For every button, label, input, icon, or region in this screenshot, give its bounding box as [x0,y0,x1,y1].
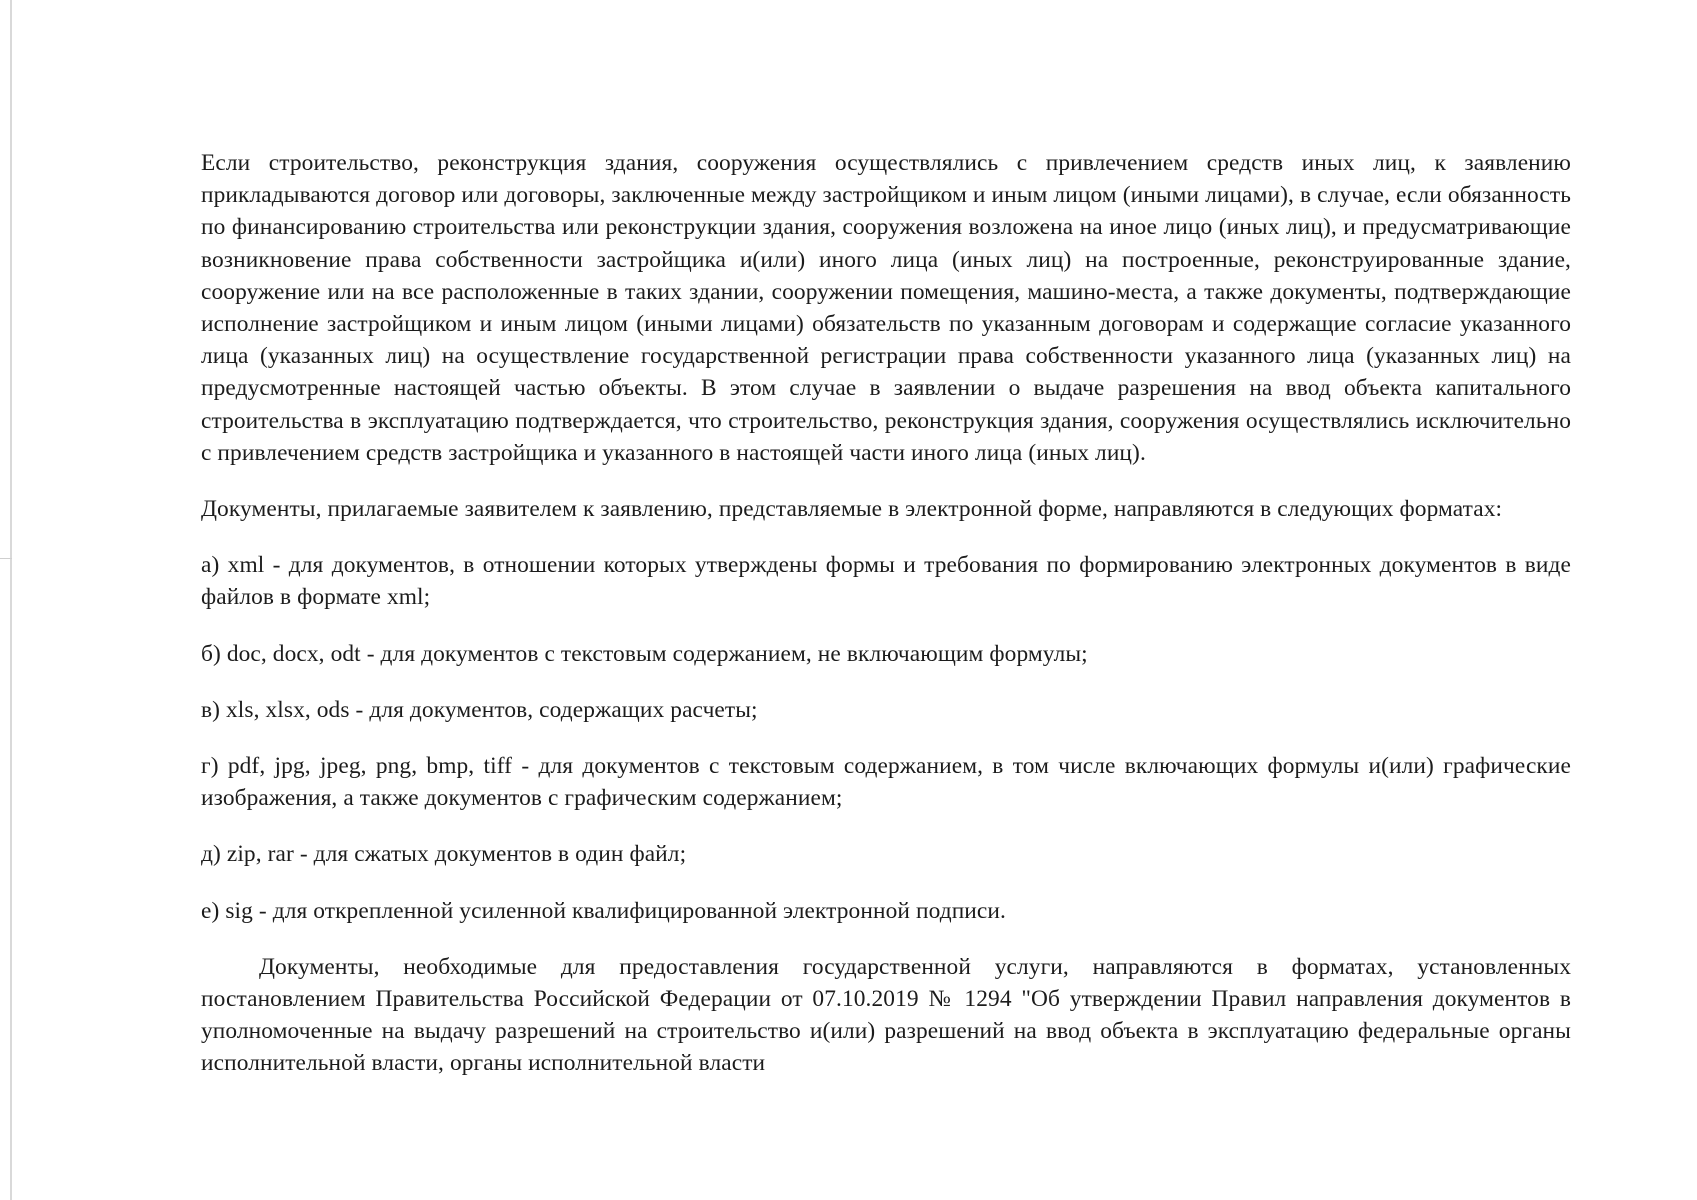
list-item-xls: в) xls, xlsx, ods - для документов, содержащих расчеты; [201,696,758,723]
list-item-zip: д) zip, rar - для сжатых документов в один файл; [201,841,687,868]
paragraph-electronic-formats-intro: Документы, прилагаемые заявителем к заявлению, представляемые в электронной форме, направляются в следующих форматах: [201,496,1503,523]
scan-margin-mark [0,558,12,559]
list-item-xml: а) xml - для документов, в отношении которых утверждены формы и требования по формированию электронных документов в виде файлов в формате xml; [201,552,1571,611]
scan-left-edge [10,0,12,1200]
paragraph-construction-funding: Если строительство, реконструкция здания, сооружения осуществлялись с привлечением средств иных лиц, к заявлению прикладываются договор или договоры, заключенные между застройщиком и иным лицом (иными лицами), в случае, если обязанность по финансированию строительства или реконструкции здания, сооружения возложена на иное лицо (иных лиц), и предусматривающие возникновение права собственности застройщика и(или) иного лица (иных лиц) на построенные, реконструированные здание, сооружение или на все расположенные в таких здании, сооружении помещения, машино-места, а также документы, подтверждающие исполнение застройщиком и иным лицом (иными лицами) обязательств по указанным договорам и содержащие согласие указанного лица (указанных лиц) на осуществление государственной регистрации права собственности указанного лица (указанных лиц) на предусмотренные настоящей частью объекты. В этом случае в заявлении о выдаче разрешения на ввод объекта капитального строительства в эксплуатацию подтверждается, что строительство, реконструкция здания, сооружения осуществлялись исключительно с привлечением средств застройщика и указанного в настоящей части иного лица (иных лиц). [201,150,1571,466]
list-item-sig: е) sig - для открепленной усиленной квалифицированной электронной подписи. [201,897,1006,924]
list-item-pdf: г) pdf, jpg, jpeg, png, bmp, tiff - для документов с текстовым содержанием, в том числе включающих формулы и(или) графические изображения, а также документов с графическим содержанием; [201,753,1571,812]
paragraph-government-decree: Документы, необходимые для предоставления государственной услуги, направляются в форматах, установленных постановлением Правительства Российской Федерации от 07.10.2019 № 1294 "Об утверждении Правил направления документов в уполномоченные на выдачу разрешений на строительство и(или) разрешений на ввод объекта в эксплуатацию федеральные органы исполнительной власти, органы исполнительной власти [201,953,1571,1077]
document-page [201,147,1571,1080]
list-item-doc: б) doc, docx, odt - для документов с текстовым содержанием, не включающим формулы; [201,640,1088,667]
